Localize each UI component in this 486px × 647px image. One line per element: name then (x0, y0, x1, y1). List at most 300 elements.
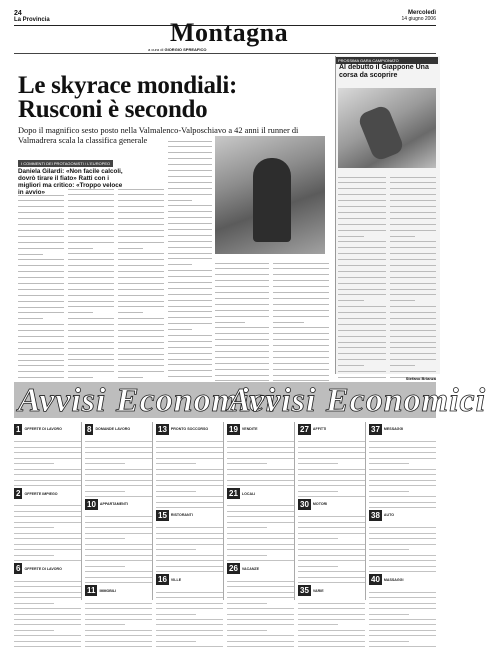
text-line (18, 219, 64, 225)
text-line (18, 320, 64, 326)
text-line (215, 270, 269, 276)
text-line (168, 171, 212, 177)
text-line (390, 178, 436, 184)
ad-category-number: 30 (300, 500, 309, 510)
ad-category (156, 510, 223, 521)
text-line (390, 325, 436, 331)
text-line (68, 225, 114, 231)
header-date: 14 giugno 2006 (401, 16, 436, 22)
ad-category-number: 19 (229, 425, 238, 434)
text-line (390, 219, 436, 225)
text-line (18, 290, 64, 296)
text-line (18, 361, 64, 367)
text-line (18, 202, 64, 208)
ads-column (369, 422, 436, 600)
banner-title-2: Avvisi Economici (228, 382, 486, 419)
text-line (338, 349, 386, 355)
text-line (68, 261, 114, 267)
text-line (18, 302, 64, 308)
text-line (118, 225, 164, 231)
text-line (168, 360, 212, 366)
text-line (338, 172, 386, 178)
ad-text-line (85, 642, 152, 647)
text-line (168, 271, 212, 277)
text-line (215, 346, 269, 352)
text-line (338, 237, 386, 243)
text-line (168, 348, 212, 354)
text-line (168, 342, 212, 348)
text-line (215, 299, 269, 305)
text-line (338, 254, 386, 260)
text-line (18, 249, 43, 255)
text-line (168, 372, 212, 378)
text-line (168, 325, 192, 331)
ad-category-label: PRONTO SOCCORSO (170, 427, 209, 432)
text-line (68, 302, 114, 308)
text-line (18, 237, 64, 243)
text-line (215, 311, 269, 317)
text-line (273, 282, 329, 288)
text-line (68, 343, 114, 349)
text-line (338, 249, 386, 255)
text-line (338, 296, 364, 302)
text-line (390, 343, 436, 349)
text-line (168, 148, 212, 154)
ad-category (85, 585, 152, 596)
text-line (338, 361, 364, 367)
ad-text-line (156, 503, 223, 508)
text-line (338, 307, 386, 313)
text-line (390, 266, 436, 272)
ad-text-line (298, 578, 365, 583)
text-line (168, 277, 212, 283)
text-line (118, 184, 164, 190)
text-line (338, 337, 386, 343)
ad-category-number: 11 (87, 586, 96, 596)
ad-category-label: VACANZE (241, 566, 260, 571)
text-line (118, 355, 164, 361)
text-line (273, 364, 329, 370)
page-number: 24 (14, 10, 22, 17)
text-line (18, 349, 64, 355)
text-line (118, 308, 143, 314)
ad-category-number: 40 (371, 575, 380, 585)
text-line (338, 278, 386, 284)
ad-category-number: 37 (371, 425, 380, 434)
ad-category-label: LOCALI (241, 491, 256, 496)
ad-category (298, 424, 365, 435)
text-line (338, 343, 386, 349)
text-line (18, 355, 64, 361)
ad-category-label: MASSAGGI (383, 577, 404, 582)
text-line (68, 296, 114, 302)
banner-title-1: Avvisi Economici (18, 382, 277, 419)
text-line (273, 317, 304, 323)
ad-text-line (227, 481, 294, 486)
body-column-4 (168, 136, 212, 376)
text-line (168, 319, 212, 325)
text-line (118, 361, 164, 367)
text-line (118, 290, 164, 296)
text-line (118, 296, 164, 302)
ad-category (298, 499, 365, 510)
text-line (168, 260, 192, 266)
text-line (168, 218, 212, 224)
article-subheadline: Dopo il magnifico sesto posto nella Valmalenco-Valposchiavo a 42 anni il runner di Valmadrera scala la classifica generale (18, 126, 299, 145)
ad-category (85, 424, 152, 435)
text-line (390, 331, 436, 337)
body-column-3 (118, 184, 164, 376)
body-column-5 (215, 258, 269, 376)
sidebar-column-2 (390, 172, 436, 372)
sidebar-kicker: PROSSIMA GARA CAMPIONATO (336, 57, 438, 64)
ad-text-line (227, 556, 294, 561)
text-line (118, 255, 164, 261)
ad-category-number: 13 (158, 425, 167, 434)
text-line (215, 376, 269, 382)
text-line (18, 190, 64, 196)
text-line (18, 231, 64, 237)
ad-category (369, 574, 436, 585)
ads-column (227, 422, 295, 600)
text-line (273, 311, 329, 317)
text-line (168, 136, 212, 142)
text-line (390, 284, 436, 290)
text-line (68, 337, 114, 343)
text-line (273, 299, 329, 305)
text-line (68, 196, 114, 202)
text-line (273, 270, 329, 276)
text-line (18, 196, 64, 202)
body-column-2 (68, 184, 114, 376)
article-headline: Le skyrace mondiali: Rusconi è secondo (18, 72, 237, 123)
text-line (118, 219, 164, 225)
text-line (273, 370, 329, 376)
text-line (168, 336, 212, 342)
text-line (273, 340, 329, 346)
text-line (168, 242, 212, 248)
ad-text-line (298, 642, 365, 647)
text-line (18, 208, 64, 214)
text-line (118, 278, 164, 284)
text-line (338, 201, 386, 207)
ad-category (14, 488, 81, 499)
text-line (118, 202, 164, 208)
text-line (68, 290, 114, 296)
text-line (68, 213, 114, 219)
text-line (215, 293, 269, 299)
text-line (118, 237, 164, 243)
ad-text-line (298, 492, 365, 497)
text-line (215, 276, 269, 282)
text-line (68, 319, 114, 325)
section-byline (148, 47, 206, 52)
ad-category-label: IMMOBILI (99, 588, 117, 593)
text-line (390, 355, 436, 361)
ad-category-number: 16 (158, 575, 167, 585)
header-day: Mercoledì (407, 10, 436, 16)
article-kicker: I COMMENTI DEI PROTAGONISTI / L'EUROPEO (18, 160, 113, 167)
text-line (338, 225, 386, 231)
text-line (273, 293, 329, 299)
ads-column (298, 422, 366, 600)
text-line (118, 190, 164, 196)
text-line (18, 243, 64, 249)
text-line (168, 289, 212, 295)
text-line (215, 282, 269, 288)
text-line (273, 346, 329, 352)
text-line (18, 367, 64, 373)
text-line (68, 278, 114, 284)
text-line (68, 314, 114, 320)
ad-category-label: VENDITE (241, 427, 258, 432)
ad-text-line (369, 567, 436, 572)
text-line (68, 190, 114, 196)
text-line (118, 196, 164, 202)
ad-category-label: RISTORANTI (170, 513, 193, 518)
text-line (390, 213, 436, 219)
text-line (68, 266, 114, 272)
text-line (168, 236, 212, 242)
ad-category (227, 488, 294, 499)
text-line (390, 307, 436, 313)
text-line (168, 189, 212, 195)
text-line (338, 331, 386, 337)
ad-text-line (85, 492, 152, 497)
body-column-6 (273, 258, 329, 376)
ad-category (227, 424, 294, 435)
text-line (215, 329, 269, 335)
text-line (215, 340, 269, 346)
text-line (118, 243, 143, 249)
text-line (215, 258, 269, 264)
text-line (18, 267, 64, 273)
ad-text-line (14, 556, 81, 561)
text-line (68, 231, 114, 237)
ad-text-line (156, 567, 223, 572)
page-header-right (402, 10, 436, 22)
text-line (390, 172, 436, 178)
text-line (390, 337, 436, 343)
ad-category (156, 424, 223, 435)
text-line (273, 305, 329, 311)
text-line (215, 287, 269, 293)
text-line (338, 178, 386, 184)
text-line (168, 283, 212, 289)
text-line (390, 243, 436, 249)
text-line (168, 266, 212, 272)
text-line (338, 190, 386, 196)
sidebar-column-1 (338, 172, 386, 372)
text-line (68, 325, 114, 331)
text-line (18, 255, 64, 261)
text-line (215, 358, 269, 364)
text-line (390, 237, 436, 243)
text-line (68, 284, 114, 290)
text-line (215, 335, 269, 341)
byline-prefix: a cura di (148, 47, 164, 52)
ad-category (298, 585, 365, 596)
text-line (118, 319, 164, 325)
ad-category-number: 38 (371, 511, 380, 521)
ad-category-label: VARIE (312, 588, 324, 593)
ad-category-number: 10 (87, 500, 96, 510)
text-line (68, 272, 114, 278)
text-line (118, 231, 164, 237)
ad-category-number: 6 (16, 564, 21, 574)
text-line (118, 325, 164, 331)
text-line (118, 261, 164, 267)
ad-category-label: VILLE (170, 577, 182, 582)
text-line (68, 373, 93, 379)
text-line (68, 219, 114, 225)
classifieds-banner (14, 382, 486, 419)
text-line (215, 323, 269, 329)
text-line (338, 372, 386, 378)
text-line (18, 325, 64, 331)
text-line (18, 373, 64, 379)
ad-category (14, 563, 81, 574)
text-line (338, 260, 386, 266)
text-line (68, 202, 114, 208)
text-line (168, 301, 212, 307)
text-line (68, 255, 114, 261)
sidebar-title: Al debutto il Giappone Una corsa da scoprire (339, 64, 429, 79)
text-line (68, 184, 114, 190)
ad-category-label: AFFITTI (312, 427, 327, 432)
text-line (273, 264, 329, 270)
text-line (168, 254, 212, 260)
ad-category-number: 26 (229, 564, 238, 574)
text-line (168, 201, 212, 207)
ad-text-line (369, 642, 436, 647)
text-line (390, 184, 436, 190)
text-line (168, 177, 212, 183)
text-line (168, 330, 212, 336)
text-line (390, 207, 436, 213)
ads-column (14, 422, 82, 600)
ad-category-number: 27 (300, 425, 309, 434)
text-line (68, 243, 93, 249)
text-line (273, 276, 329, 282)
text-line (338, 213, 386, 219)
ad-text-line (369, 503, 436, 508)
text-line (118, 314, 164, 320)
text-line (68, 367, 114, 373)
text-line (68, 331, 114, 337)
ad-category-number: 15 (158, 511, 167, 521)
text-line (18, 214, 64, 220)
text-line (168, 230, 212, 236)
text-line (168, 313, 212, 319)
text-line (18, 308, 64, 314)
text-line (390, 260, 436, 266)
text-line (338, 196, 386, 202)
text-line (390, 296, 415, 302)
text-line (390, 196, 436, 202)
text-line (168, 142, 212, 148)
text-line (118, 302, 164, 308)
text-line (390, 254, 436, 260)
text-line (118, 367, 164, 373)
text-line (338, 266, 386, 272)
ad-category-number: 2 (16, 489, 21, 499)
ad-category (85, 499, 152, 510)
text-line (168, 248, 212, 254)
sidebar-signature: Stefano Brianza (405, 376, 436, 381)
text-line (338, 243, 386, 249)
text-line (118, 284, 164, 290)
ad-category-label: MOTORI (312, 502, 328, 507)
text-line (168, 366, 212, 372)
text-line (215, 352, 269, 358)
text-line (168, 224, 212, 230)
ad-category-label: OFFERTE IMPIEGO (24, 491, 58, 496)
text-line (390, 361, 415, 367)
ad-text-line (227, 642, 294, 647)
ad-text-line (14, 481, 81, 486)
ad-category-number: 35 (300, 586, 309, 596)
ad-category-label: DOMANDE LAVORO (95, 427, 131, 432)
text-line (338, 272, 386, 278)
page-header-left (14, 10, 50, 24)
text-line (390, 272, 436, 278)
text-line (215, 364, 269, 370)
text-line (118, 272, 164, 278)
text-line (118, 331, 164, 337)
text-line (18, 296, 64, 302)
text-line (118, 337, 164, 343)
text-line (390, 290, 436, 296)
text-line (18, 337, 64, 343)
text-line (18, 343, 64, 349)
text-line (273, 287, 329, 293)
text-line (168, 295, 212, 301)
text-line (18, 261, 64, 267)
text-line (168, 207, 212, 213)
text-line (273, 352, 329, 358)
text-line (338, 313, 386, 319)
text-line (118, 213, 164, 219)
text-line (118, 343, 164, 349)
text-line (273, 329, 329, 335)
text-line (338, 290, 386, 296)
ad-category (156, 574, 223, 585)
ad-text-line (156, 642, 223, 647)
ad-category-label: OFFERTE DI LAVORO (24, 427, 62, 432)
text-line (390, 201, 436, 207)
text-line (338, 366, 386, 372)
byline-author: GIORGIO SPREAFICO (164, 47, 207, 52)
text-line (118, 373, 143, 379)
text-line (338, 284, 386, 290)
ad-category (369, 424, 436, 435)
text-line (390, 225, 436, 231)
ad-category-label: OFFERTE DI LAVORO (24, 566, 62, 571)
text-line (118, 266, 164, 272)
text-line (390, 190, 436, 196)
text-line (68, 308, 93, 314)
text-line (215, 264, 269, 270)
text-line (338, 319, 386, 325)
article-subtitle: Daniela Gilardi: «Non facile calcoli, dovrò tirare il fiato» Ratti con i migliori ma critico: «Troppo veloce in avvio» (18, 168, 123, 196)
ad-category (14, 424, 81, 435)
text-line (68, 349, 114, 355)
text-line (390, 349, 436, 355)
text-line (390, 313, 436, 319)
text-line (18, 272, 64, 278)
text-line (18, 278, 64, 284)
